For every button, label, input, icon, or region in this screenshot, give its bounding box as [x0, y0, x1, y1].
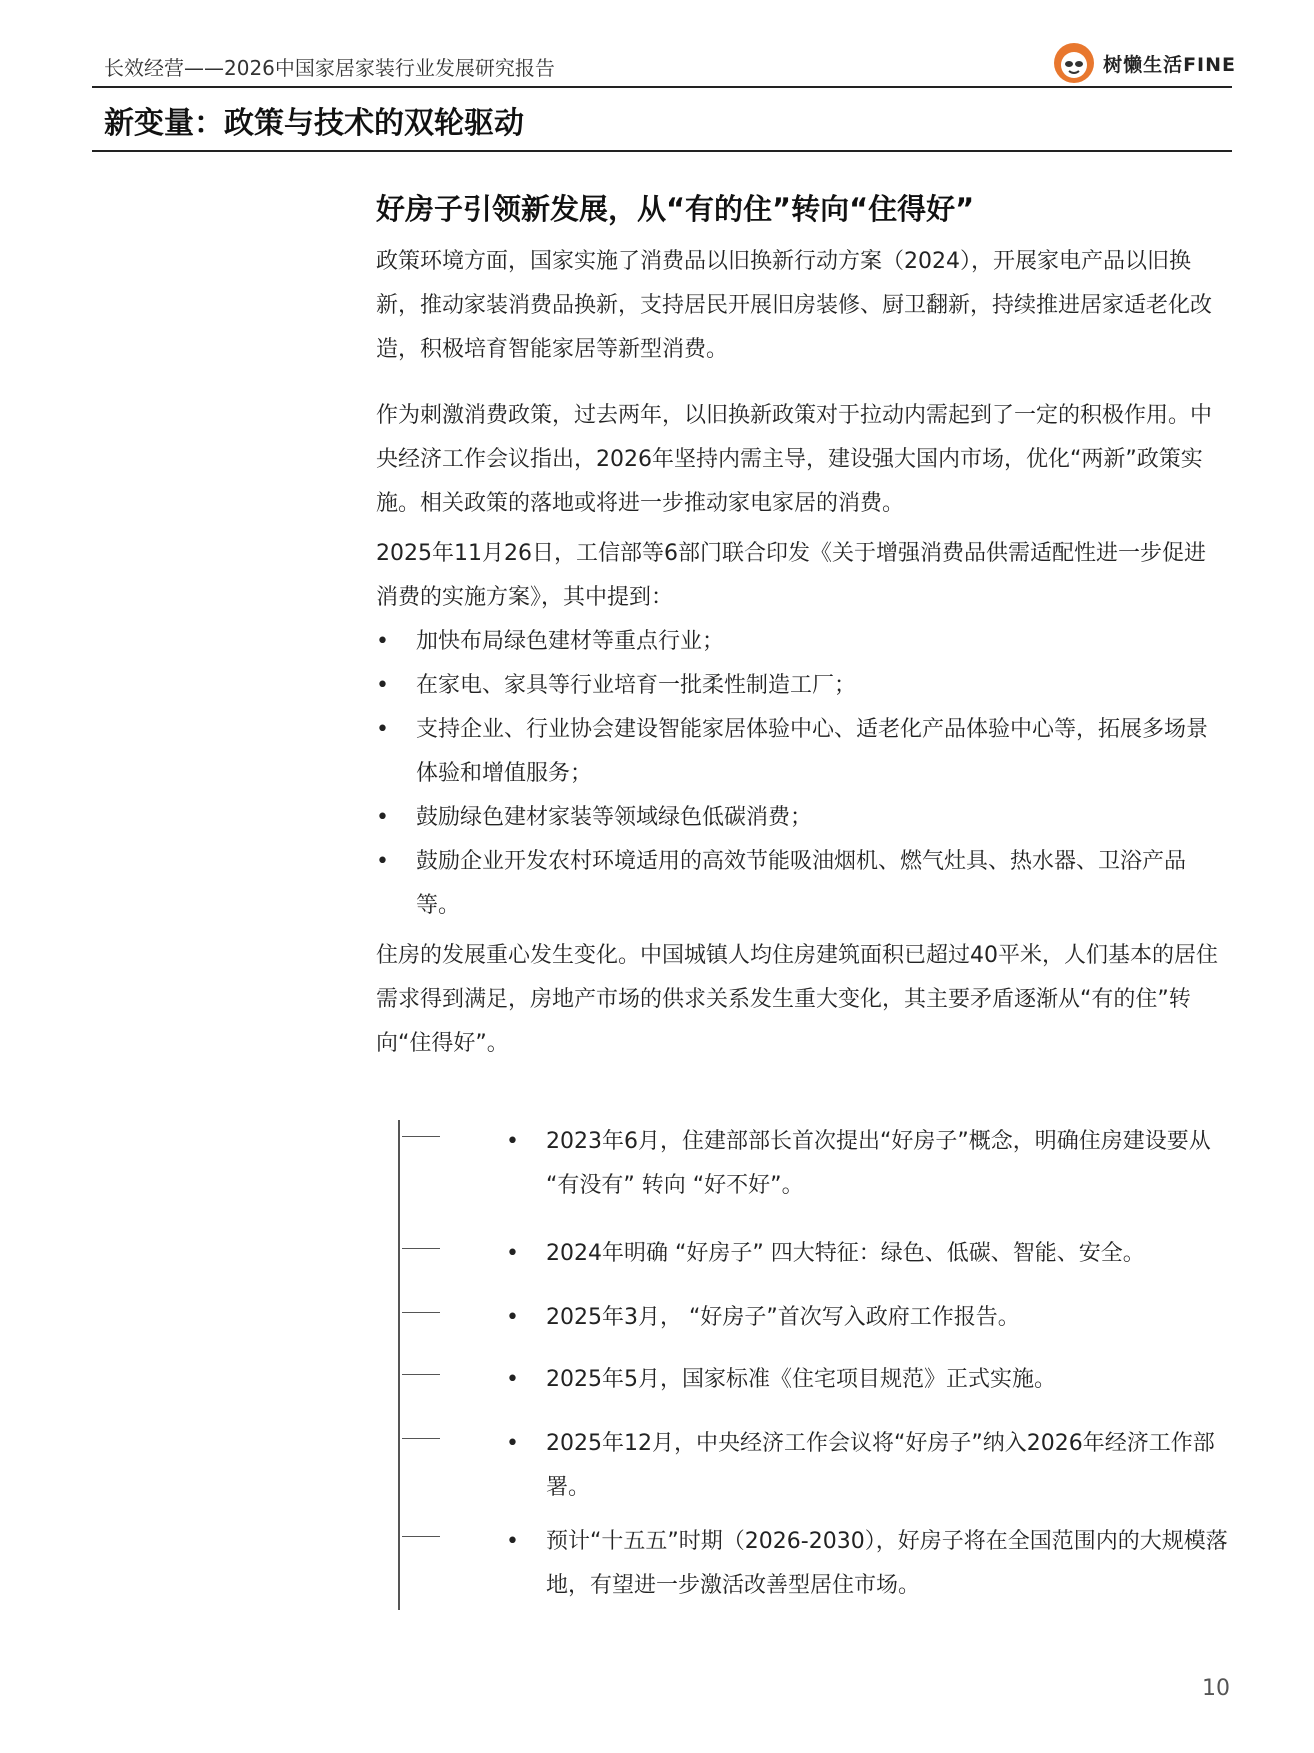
- list-item: • 在家电、家具等行业培育一批柔性制造工厂；: [376, 664, 1222, 708]
- timeline-text: 预计“十五五”时期（2026-2030），好房子将在全国范围内的大规模落地，有望进一步激活改善型居住市场。: [546, 1529, 1228, 1598]
- plan-bullet-list: [376, 620, 1222, 928]
- brand-logo: [1051, 40, 1236, 86]
- logo-text: 树懒生活FINE: [1103, 53, 1236, 76]
- bullet-icon: •: [506, 1305, 519, 1330]
- page-number: 10: [1202, 1676, 1230, 1701]
- timeline-text: 2024年明确 “好房子” 四大特征：绿色、低碳、智能、安全。: [546, 1241, 1145, 1266]
- bullet-icon: •: [506, 1529, 519, 1554]
- list-item: • 支持企业、行业协会建设智能家居体验中心、适老化产品体验中心等，拓展多场景体验和增值服务；: [376, 708, 1222, 796]
- timeline-text: 2025年12月，中央经济工作会议将“好房子”纳入2026年经济工作部署。: [546, 1431, 1215, 1500]
- timeline-tick: [402, 1312, 440, 1313]
- section-divider: [92, 150, 1232, 152]
- timeline-tick: [402, 1136, 440, 1137]
- report-title: 长效经营——2026中国家居家装行业发展研究报告: [104, 56, 555, 80]
- timeline-tick: [402, 1374, 440, 1375]
- timeline-axis: [398, 1120, 400, 1610]
- timeline-tick: [402, 1536, 440, 1537]
- bullet-icon: •: [506, 1129, 519, 1154]
- bullet-icon: •: [506, 1367, 519, 1392]
- bullet-icon: •: [506, 1241, 519, 1266]
- timeline-text: 2025年5月，国家标准《住宅项目规范》正式实施。: [546, 1367, 1056, 1392]
- timeline-text: 2025年3月， “好房子”首次写入政府工作报告。: [546, 1305, 1020, 1330]
- content-heading: 好房子引领新发展，从“有的住”转向“住得好”: [376, 192, 975, 226]
- timeline-tick: [402, 1248, 440, 1249]
- paragraph-plan: 2025年11月26日，工信部等6部门联合印发《关于增强消费品供需适配性进一步促进消费的实施方案》，其中提到：: [376, 541, 1206, 610]
- sloth-logo-icon: [1051, 40, 1097, 86]
- list-item: • 加快布局绿色建材等重点行业；: [376, 620, 1222, 664]
- timeline-tick: [402, 1438, 440, 1439]
- good-house-timeline: [398, 1120, 1248, 1610]
- header-divider: [92, 86, 1232, 88]
- section-title: 新变量：政策与技术的双轮驱动: [104, 106, 524, 141]
- main-content: [376, 186, 1222, 1066]
- list-item: • 鼓励绿色建材家装等领域绿色低碳消费；: [376, 796, 1222, 840]
- bullet-icon: •: [506, 1431, 519, 1456]
- paragraph-housing: 住房的发展重心发生变化。中国城镇人均住房建筑面积已超过40平米，人们基本的居住需求得到满足，房地产市场的供求关系发生重大变化，其主要矛盾逐渐从“有的住”转向“住得好”。: [376, 943, 1218, 1056]
- list-item: • 鼓励企业开发农村环境适用的高效节能吸油烟机、燃气灶具、热水器、卫浴产品等。: [376, 840, 1222, 928]
- paragraph-policy: 政策环境方面，国家实施了消费品以旧换新行动方案（2024），开展家电产品以旧换新，推动家装消费品换新，支持居民开展旧房装修、厨卫翻新，持续推进居家适老化改造，积极培育智能家居等新型消费。: [376, 249, 1213, 362]
- paragraph-stimulus: 作为刺激消费政策，过去两年，以旧换新政策对于拉动内需起到了一定的积极作用。中央经济工作会议指出，2026年坚持内需主导，建设强大国内市场，优化“两新”政策实施。相关政策的落地或将进一步推动家电家居的消费。: [376, 403, 1213, 516]
- timeline-text: 2023年6月，住建部部长首次提出“好房子”概念，明确住房建设要从 “有没有” 转向 “好不好”。: [546, 1129, 1211, 1198]
